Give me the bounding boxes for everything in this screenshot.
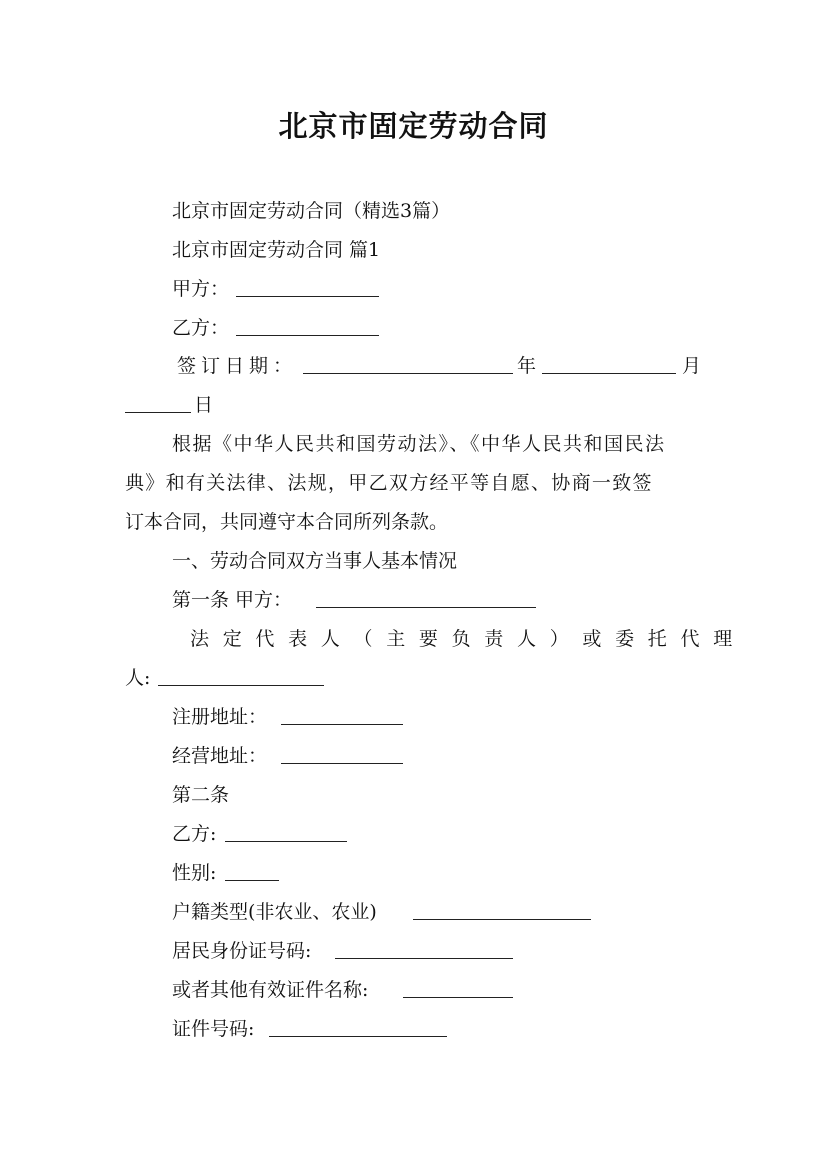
representative-blank[interactable]: [158, 685, 324, 686]
party-a-blank[interactable]: [236, 296, 379, 297]
party-b-name-blank[interactable]: [225, 841, 347, 842]
other-id-label: 或者其他有效证件名称:: [172, 979, 369, 1001]
business-address-blank[interactable]: [281, 763, 403, 764]
hukou-type-blank[interactable]: [413, 919, 591, 920]
id-number-blank[interactable]: [335, 958, 513, 959]
party-a-label: 甲方：: [172, 278, 230, 300]
document-title: 北京市固定劳动合同: [278, 109, 549, 143]
year-label: 年: [517, 355, 537, 377]
sign-month-blank[interactable]: [542, 373, 676, 374]
paragraph-line: 订本合同，共同遵守本合同所列条款。: [125, 511, 449, 533]
subtitle-line: 北京市固定劳动合同（精选3篇）: [172, 200, 451, 222]
month-label: 月: [682, 355, 702, 377]
other-id-blank[interactable]: [403, 997, 513, 998]
paragraph-line: 典》和有关法律、法规，甲乙双方经平等自愿、协商一致签: [125, 472, 653, 494]
id-number-label: 居民身份证号码:: [172, 940, 312, 962]
sign-date-label: 签订日期：: [177, 355, 298, 377]
party-b-label: 乙方：: [172, 317, 230, 339]
section-heading: 一、劳动合同双方当事人基本情况: [172, 550, 458, 572]
registered-address-blank[interactable]: [281, 724, 403, 725]
gender-label: 性别:: [172, 862, 217, 884]
party-b-blank[interactable]: [236, 335, 379, 336]
party-b-name-label: 乙方:: [172, 823, 217, 845]
hukou-type-label: 户籍类型(非农业、农业): [172, 901, 377, 923]
gender-blank[interactable]: [225, 880, 279, 881]
representative-label: 法定代表人（主要负责人）或委托代理: [190, 628, 746, 650]
article-1-blank[interactable]: [316, 607, 536, 608]
chapter-heading: 北京市固定劳动合同 篇1: [172, 239, 381, 261]
business-address-label: 经营地址：: [172, 745, 268, 767]
article-1-label: 第一条 甲方：: [172, 589, 293, 611]
article-2-heading: 第二条: [172, 784, 230, 806]
representative-label-cont: 人:: [125, 667, 151, 689]
registered-address-label: 注册地址：: [172, 706, 268, 728]
certificate-number-label: 证件号码:: [172, 1018, 255, 1040]
sign-day-blank[interactable]: [125, 412, 191, 413]
paragraph-line: 根据《中华人民共和国劳动法》、《中华人民共和国民法: [172, 433, 666, 455]
certificate-number-blank[interactable]: [269, 1036, 447, 1037]
day-label: 日: [194, 394, 214, 416]
sign-year-blank[interactable]: [303, 373, 513, 374]
